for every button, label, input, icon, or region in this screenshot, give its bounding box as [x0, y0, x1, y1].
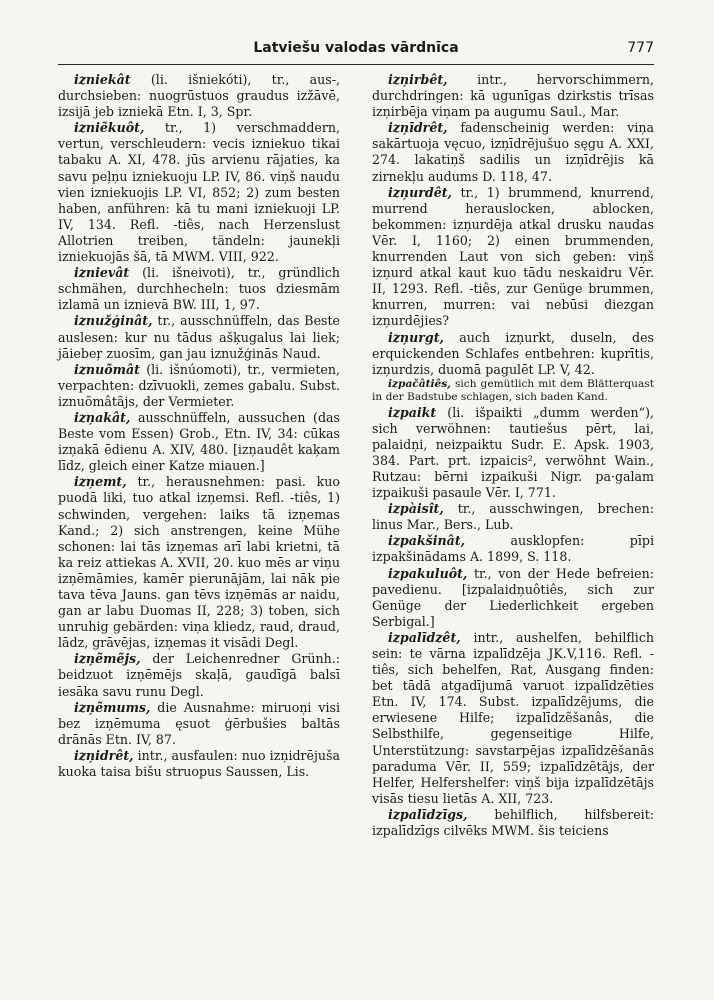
dictionary-entry — [58, 120, 340, 265]
entry-headword: izņirbêt, — [388, 72, 448, 87]
dictionary-entry — [372, 630, 654, 807]
right-column — [372, 72, 654, 839]
entry-definition: behilflich, hilfsbereit: izpalīdzīgs cilvēks MWM. šis teiciens — [372, 806, 654, 839]
entry-headword: izņakât, — [74, 409, 131, 425]
entry-definition: (li. išnúomoti), tr., vermieten, verpachten: dzīvuokli, zemes gabalu. Subst. iznuõmâtãjs, der Vermieter. — [58, 361, 340, 409]
dictionary-entry — [58, 265, 340, 313]
entry-definition: tr., herausnehmen: pasi. kuo puodā liki, tuo atkal izņemsi. Refl. -tiês, 1) schwinden, vergehen: laiks tā izņemas Kand.; 2) sich anstrengen, keine Mühe schonen: lai tās izņemas arī labi krietni, tā ka reiz attiekas A. XVII, 20. kuo mēs ar viņu izņēmāmies, kamēr pierunājām, lai nāk pie tava tēva Jauns. gan tēvs izņēmās ar naidu, gan ar labu Duomas II, 228; 3) toben, sich unruhig gebärden: viņa kliedz, raud, draud, lādz, grāvējas, izņemas it visādi Degl. — [58, 474, 340, 651]
dictionary-entry — [372, 807, 654, 839]
entry-headword: izpakšinât, — [388, 533, 466, 549]
dictionary-entry — [58, 700, 340, 748]
dictionary-entry — [372, 533, 654, 565]
entry-definition: auch izņurkt, duseln, des erquickenden Schlafes entbehren: kuprītis, izņurdzis, duomā pagulēt LP. V, 42. — [372, 329, 654, 377]
entry-definition: tr., 1) brummend, knurrend, murrend herauslocken, ablocken, bekommen: izņurdēja atkal drusku naudas Vēr. I, 1160; 2) einen brummenden, knurrenden Laut von sich geben: viņš izņurd atkal kaut kuo tādu neskaidru Vēr. II, 1293. Refl. -tiês, zur Genüge brummen, knurren, murren: vai nebūsi diezgan izņurdējies? — [372, 184, 654, 329]
header-rule — [58, 64, 654, 65]
dictionary-entry — [58, 748, 340, 780]
entry-headword: iznuõmât — [74, 361, 140, 377]
entry-headword: izpalīdzêt, — [388, 629, 461, 645]
dictionary-entry — [372, 566, 654, 630]
entry-definition: tr., von der Hede befreien: pavedienu. [izpalaidņuôtiês, sich zur Genüge der Liederlichkeit ergeben Serbigal.] — [372, 565, 654, 629]
entry-headword: iznužģinât, — [74, 313, 153, 329]
entry-headword: izniekât — [74, 72, 131, 87]
dictionary-entry — [372, 378, 654, 405]
dictionary-entry — [372, 120, 654, 184]
entry-definition: intr., aushelfen, behilflich sein: te vārna izpalīdzēja JK.V,116. Refl. -tiês, sich behelfen, Rat, Ausgang finden: bet tādā atgadījumā varuot izpalīdzēties Etn. IV, 174. Subst. izpalīdzẽjums, die erwiesene Hilfe; izpalīdzẽšanâs, die Selbsthilfe, gegenseitige Hilfe, Unterstützung: savstarpējas izpalīdzēšanās paraduma Vēr. II, 559; izpalīdzẽtãjs, der Helfer, Helfershelfer: viņš bija izpalīdzētājs visās tiesu lietās A. XII, 723. — [372, 629, 654, 806]
entry-headword: izņidrêt, — [74, 747, 134, 763]
entry-headword: izņẽmums, — [74, 699, 151, 715]
page-title: Latviešu valodas vārdnīca — [253, 40, 459, 56]
entry-definition: ausklopfen: pīpi izpakšinādams A. 1899, S. 118. — [372, 533, 654, 565]
dictionary-entry — [372, 185, 654, 330]
page-number: 777 — [627, 40, 654, 56]
page-header — [58, 40, 654, 64]
dictionary-entry — [58, 72, 340, 120]
dictionary-entry — [372, 501, 654, 533]
entry-definition: (li. išneivoti), tr., gründlich schmähen, durchhecheln: tuos dziesmām izlamā un iznievā BW. III, 1, 97. — [58, 265, 340, 313]
entry-definition: sich gemütlich mit dem Blätterquast in der Badstube schlagen, sich baden Kand. — [372, 377, 654, 404]
entry-definition: intr., ausfaulen: nuo izņidrējuša kuoka taisa bišu struopus Saussen, Lis. — [58, 747, 340, 780]
entry-definition: (li. išpaikti „dumm werden“), sich verwöhnen: tautiešus pērt, lai, palaidņi, neizpaiktu Sudr. E. Apsk. 1903, 384. Part. prt. izpaicis², verwöhnt Wain., Rutzau: bērni izpaikuši Nigr. pa·galam izpaikuši pasaule Vēr. I, 771. — [372, 404, 654, 501]
entry-headword: izņurdêt, — [388, 184, 452, 200]
dictionary-entry — [58, 410, 340, 474]
entry-headword: izpaikt — [388, 404, 437, 420]
entry-definition: (li. išniekóti), tr., aus-, durchsieben: nuogrūstuos graudus izžāvē, izsijā jeb izniekā Etn. I, 3, Spr. — [58, 72, 340, 120]
entry-headword: izpačâtiês, — [388, 377, 451, 390]
entry-definition: ausschnüffeln, aussuchen (das Beste vom Essen) Grob., Etn. IV, 34: cūkas izņakā ēdienu A. XIV, 480. [izņaudêt kaķam līdz, gleich einer Katze miauen.] — [58, 409, 340, 474]
entry-headword: iznievât — [74, 265, 130, 281]
entry-headword: izņurgt, — [388, 329, 444, 345]
dictionary-entry — [58, 651, 340, 699]
entry-headword: izpalīdzīgs, — [388, 806, 468, 822]
dictionary-entry — [58, 313, 340, 361]
entry-definition: intr., hervorschimmern, durchdringen: kā ugunīgas dzirkstis trīsas izņirbēja viņam pa augumu Saul., Mar. — [372, 72, 654, 120]
entry-definition: der Leichenredner Grünh.: beidzuot izņēmējs skaļā, gaudīgā balsī iesāka savu runu Degl. — [58, 651, 340, 699]
entry-definition: die Ausnahme: miruoņi visi bez izņēmuma ęsuot ģērbušies baltās drānās Etn. IV, 87. — [58, 699, 340, 747]
entry-definition: tr., ausschwingen, brechen: linus Mar., Bers., Lub. — [372, 501, 654, 533]
entry-definition: tr., ausschnüffeln, das Beste auslesen: kur nu tādus ašķugalus lai liek; jāiebeŗ zuosīm, gan jau iznužģinās Naud. — [58, 313, 340, 361]
entry-headword: izniẽkuôt, — [74, 120, 145, 136]
dictionary-entry — [372, 72, 654, 120]
entry-definition: tr., 1) verschmaddern, vertun, verschleudern: vecis izniekuo tikai tabaku A. XI, 478. jūs arvienu rājaties, ka savu peļņu izniekuoju LP. IV, 86. viņš naudu vien izniekuojis LP. VI, 852; 2) zum besten haben, anführen: kā tu mani izniekuoji LP. IV, 134. Refl. -tiês, nach Herzenslust Allotrien treiben, tändeln: jaunekļi izniekuojās šā, tā MWM. VIII, 922. — [58, 120, 340, 265]
dictionary-entry — [372, 330, 654, 378]
entry-headword: izpakuluôt, — [388, 565, 468, 581]
left-column — [58, 72, 340, 780]
entry-headword: izņẽmẽjs, — [74, 651, 141, 667]
dictionary-entry — [58, 474, 340, 651]
entry-headword: izņīdrêt, — [388, 120, 448, 136]
entry-headword: izpàisît, — [388, 501, 444, 517]
entry-headword: izņemt, — [74, 474, 127, 490]
dictionary-entry — [58, 362, 340, 410]
dictionary-entry — [372, 405, 654, 502]
entry-definition: fadenscheinig werden: viņa sakārtuoja vęcuo, izņīdrējušuo sęgu A. XXI, 274. lakatiņš sadilis un izņīdrējis kā zirnekļu audums D. 118, 47. — [372, 120, 654, 184]
